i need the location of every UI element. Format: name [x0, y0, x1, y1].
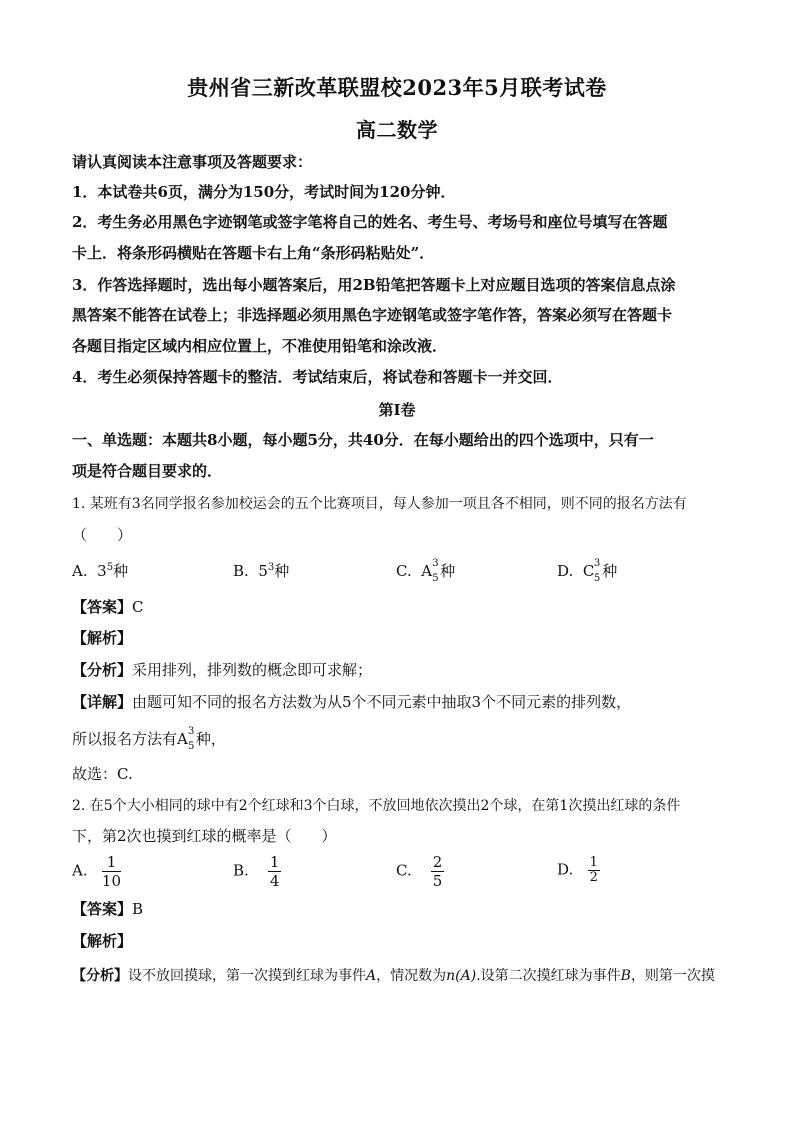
notice-item: 黑答案不能答在试卷上；非选择题必须用黑色字迹钢笔或签字笔作答，答案必须写在答题卡 — [72, 306, 673, 324]
exam-subtitle: 高二数学 — [356, 118, 438, 142]
q1-stem: 1. 某班有3名同学报名参加校运会的五个比赛项目，每人参加一项且各不相同，则不同的报名方法有 — [72, 496, 687, 512]
q2-option-a: A. $\frac{1}{10}$ — [72, 853, 122, 890]
volume-heading: 第Ⅰ卷 — [378, 401, 416, 419]
q1-option-d: D. C 3 5 种 — [557, 558, 618, 584]
q2-stem-cont: 下，第2次也摸到红球的概率是（ ） — [72, 827, 337, 845]
q1-analysis-tag: 【解析】 — [72, 629, 133, 647]
q1-option-c: C. A 3 5 种 — [396, 558, 456, 584]
q2-answer: 【答案】B — [72, 900, 144, 918]
q1-option-a: A. $3^5$种 — [72, 562, 129, 580]
q1-option-b: B. $5^3$种 — [233, 562, 290, 580]
q1-conclusion: 所以报名方法有A 3 5 种， — [72, 726, 226, 752]
q1-choose: 故选：C. — [72, 765, 133, 783]
notice-heading: 请认真阅读本注意事项及答题要求： — [72, 153, 313, 171]
q2-analysis-tag: 【解析】 — [72, 932, 133, 950]
q2-stem: 2. 在5个大小相同的球中有2个红球和3个白球，不放回地依次摸出2个球，在第1次摸出红球的条件 — [72, 798, 681, 814]
q1-fenxi: 【分析】采用排列，排列数的概念即可求解； — [72, 661, 373, 679]
section-heading-cont: 项是符合题目要求的． — [72, 462, 223, 480]
notice-item: 2．考生务必用黑色字迹钢笔或签字笔将自己的姓名、考生号、考场号和座位号填写在答题 — [72, 213, 668, 231]
q1-answer: 【答案】C — [72, 598, 144, 616]
exam-title: 贵州省三新改革联盟校2023年5月联考试卷 — [187, 75, 607, 100]
section-heading: 一、单选题：本题共8小题，每小题5分，共40分．在每小题给出的四个选项中，只有一 — [72, 431, 654, 449]
notice-item: 4．考生必须保持答题卡的整洁．考试结束后，将试卷和答题卡一并交回． — [72, 368, 563, 386]
notice-item: 各题目指定区域内相应位置上，不准使用铅笔和涂改液． — [72, 337, 448, 355]
notice-item: 1．本试卷共6页，满分为150分，考试时间为120分钟． — [72, 183, 456, 201]
q1-stem-cont: （ ） — [72, 526, 133, 544]
q1-xiangjie: 【详解】由题可知不同的报名方法数为从5个不同元素中抽取3个不同元素的排列数， — [72, 693, 632, 711]
q2-fenxi: 【分析】设不放回摸球，第一次摸到红球为事件A，情况数为n(A).设第二次摸红球为事件B，则第一次摸 — [72, 968, 715, 984]
q2-option-b: B. $\frac{1}{4}$ — [233, 853, 280, 890]
notice-item: 卡上．将条形码横贴在答题卡右上角“条形码粘贴处”． — [72, 244, 435, 262]
q2-option-c: C. $\frac{2}{5}$ — [396, 853, 443, 890]
q2-option-d: D. $\frac{1}{2}$ — [557, 855, 598, 885]
notice-item: 3．作答选择题时，选出每小题答案后，用2B铅笔把答题卡上对应题目选项的答案信息点涂 — [72, 276, 676, 294]
